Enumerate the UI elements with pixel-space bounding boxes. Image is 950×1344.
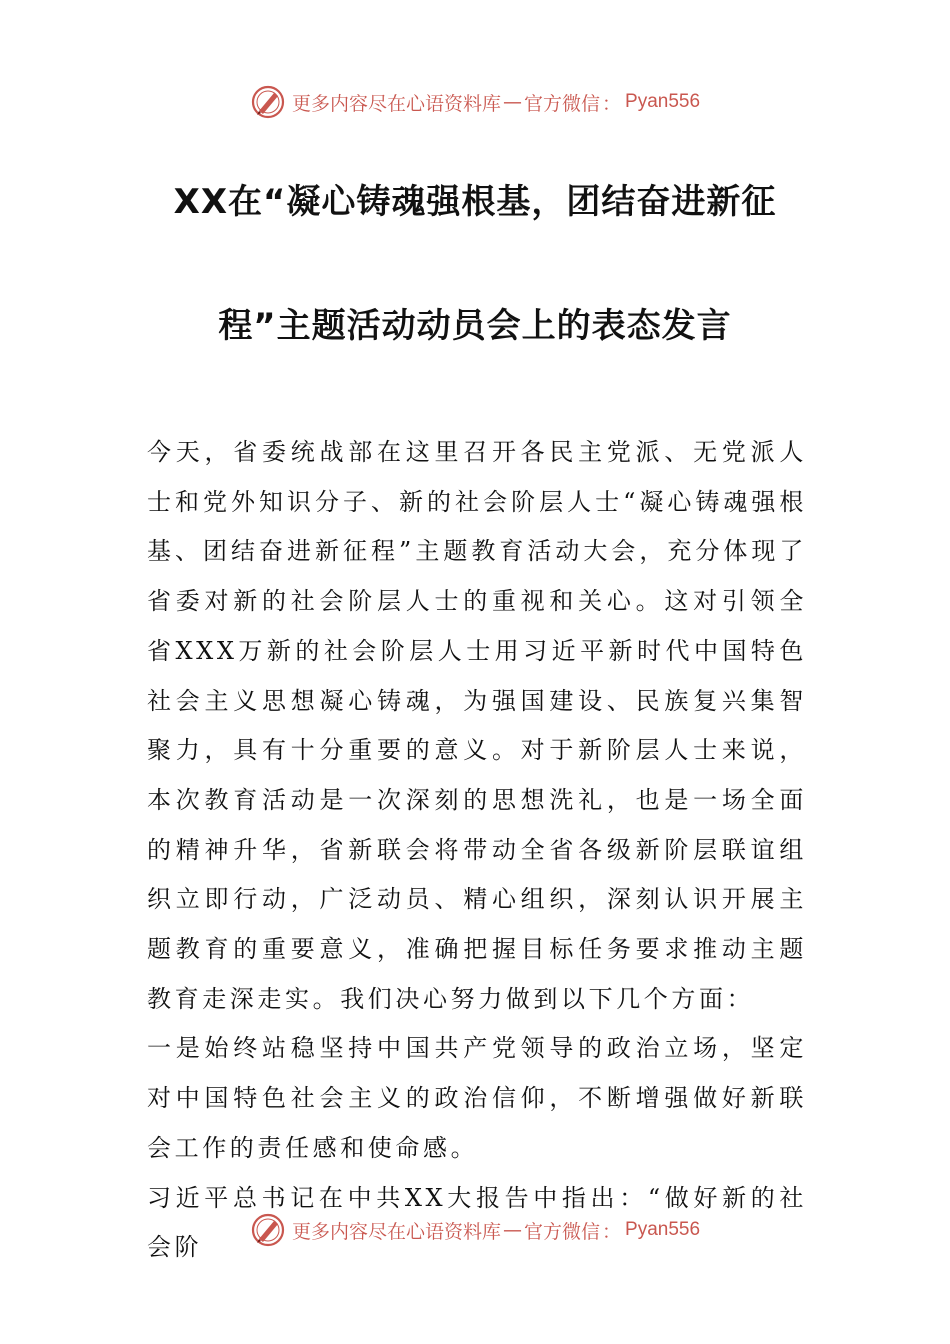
watermark-brand: 更多内容尽在心语资料库 bbox=[291, 92, 501, 115]
watermark-brand: 更多内容尽在心语资料库 bbox=[291, 1220, 501, 1243]
document-title-line2: 程”主题活动动员会上的表态发言 bbox=[218, 306, 732, 346]
watermark-label: 官方微信 bbox=[523, 92, 600, 115]
body-paragraph-1: 今天，省委统战部在这里召开各民主党派、无党派人士和党外知识分子、新的社会阶层人士“凝心铸魂强根基、团结奋进新征程”主题教育活动大会，充分体现了省委对新的社会阶层人士的重视和关心。这对引领全省XXX万新的社会阶层人士用习近平新时代中国特色社会主义思想凝心铸魂，为强国建设、民族复兴集智聚力，具有十分重要的意义。对于新阶层人士来说，本次教育活动是一次深刻的思想洗礼，也是一场全面的精神升华，省新联会将带动全省各级新阶层联谊组织立即行动，广泛动员、精心组织，深刻认识开展主题教育的重要意义，准确把握目标任务要求推动主题教育走深走实。我们决心努力做到以下几个方面： bbox=[147, 438, 807, 1013]
watermark-wechat-id: Pyan556 bbox=[625, 91, 701, 112]
header-watermark bbox=[0, 82, 950, 122]
body-paragraph-2: 一是始终站稳坚持中国共产党领导的政治立场，坚定对中国特色社会主义的政治信仰，不断增强做好新联会工作的责任感和使命感。 bbox=[147, 1034, 807, 1162]
document-title-line1: XX在“凝心铸魂强根基，团结奋进新征 bbox=[173, 182, 777, 222]
watermark-wechat-id: Pyan556 bbox=[625, 1219, 701, 1240]
pen-logo-icon bbox=[250, 1212, 286, 1248]
pen-logo-icon bbox=[250, 84, 286, 120]
watermark-dash: — bbox=[502, 1219, 522, 1241]
watermark-separator: ： bbox=[602, 92, 622, 115]
watermark-label: 官方微信 bbox=[523, 1220, 600, 1243]
body-paragraph-3: 习近平总书记在中共XX大报告中指出：“做好新的社会阶 bbox=[147, 1183, 807, 1262]
watermark-dash: — bbox=[502, 91, 522, 113]
document-body bbox=[147, 428, 807, 1273]
footer-watermark bbox=[0, 1210, 950, 1250]
watermark-separator: ： bbox=[602, 1220, 622, 1243]
